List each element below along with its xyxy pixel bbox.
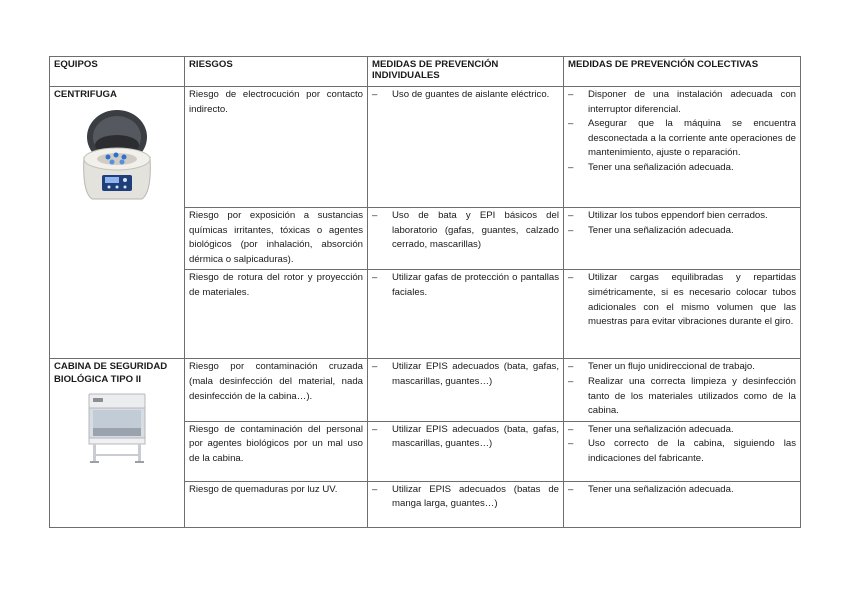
list-item: – Utilizar EPIS adecuados (bata, gafas, mascarillas, guantes…) xyxy=(372,360,559,389)
individual-measures-cell xyxy=(368,87,564,208)
collective-measures-cell xyxy=(564,270,801,359)
risk-cell: Riesgo de quemaduras por luz UV. xyxy=(185,481,368,527)
list-item: – Uso de guantes de aislante eléctrico. xyxy=(372,88,559,103)
list-item: – Utilizar EPIS adecuados (bata, gafas, mascarillas, guantes…) xyxy=(372,423,559,452)
list-item: – Tener una señalización adecuada. xyxy=(568,483,796,498)
list-item: – Utilizar gafas de protección o pantallas faciales. xyxy=(372,271,559,300)
collective-measures-cell xyxy=(564,87,801,208)
list-item: – Disponer de una instalación adecuada con interruptor diferencial. xyxy=(568,88,796,117)
table-row xyxy=(50,87,801,208)
list-item: – Utilizar EPIS adecuados (batas de manga larga, guantes…) xyxy=(372,483,559,512)
individual-measures-cell xyxy=(368,270,564,359)
header-equipos: EQUIPOS xyxy=(50,57,185,87)
header-riesgos: RIESGOS xyxy=(185,57,368,87)
risk-cell: Riesgo de contaminación del personal por agentes biológicos por un mal uso de la cabina. xyxy=(185,421,368,481)
list-item: – Utilizar cargas equilibradas y repartidas simétricamente, si es necesario colocar tubos adicionales con el mismo volumen que las muestras para evitar vibraciones durante el giro. xyxy=(568,271,796,329)
list-item: – Tener una señalización adecuada. xyxy=(568,423,796,438)
individual-measures-cell xyxy=(368,208,564,270)
list-item: – Tener una señalización adecuada. xyxy=(568,224,796,239)
collective-measures-cell xyxy=(564,208,801,270)
centrifuge-illustration xyxy=(72,107,162,207)
equipment-cell-cabina xyxy=(50,359,185,527)
header-row xyxy=(50,57,801,87)
equipment-name: CENTRIFUGA xyxy=(54,89,117,100)
collective-measures-cell xyxy=(564,421,801,481)
list-item: – Uso de bata y EPI básicos del laboratorio (gafas, guantes, calzado cerrado, mascarillas) xyxy=(372,209,559,253)
risk-cell: Riesgo de electrocución por contacto indirecto. xyxy=(185,87,368,208)
header-individuales xyxy=(368,57,564,87)
individual-measures-cell xyxy=(368,481,564,527)
list-item: – Tener una señalización adecuada. xyxy=(568,161,796,176)
biosafety-cabinet-illustration xyxy=(81,390,153,466)
risk-cell: Riesgo por contaminación cruzada (mala desinfección del material, nada desinfección de la cabina…). xyxy=(185,359,368,421)
equipment-name: CABINA DE SEGURIDAD BIOLÓGICA TIPO II xyxy=(54,361,168,386)
equipment-cell-centrifuga xyxy=(50,87,185,359)
list-item: – Utilizar los tubos eppendorf bien cerrados. xyxy=(568,209,796,224)
individual-measures-cell xyxy=(368,359,564,421)
list-item: – Uso correcto de la cabina, siguiendo las indicaciones del fabricante. xyxy=(568,437,796,466)
individual-measures-cell xyxy=(368,421,564,481)
list-item: – Tener un flujo unidireccional de trabajo. xyxy=(568,360,796,375)
list-item: – Realizar una correcta limpieza y desinfección tanto de los materiales utilizados como de la cabina. xyxy=(568,375,796,419)
table-row xyxy=(50,359,801,421)
collective-measures-cell xyxy=(564,359,801,421)
list-item: – Asegurar que la máquina se encuentra desconectada a la corriente ante operaciones de mantenimiento, ajuste o reparación. xyxy=(568,117,796,161)
header-individuales-label: MEDIDAS DE PREVENCIÓN INDIVIDUALES xyxy=(372,59,499,81)
risk-cell: Riesgo por exposición a sustancias químicas irritantes, tóxicas o agentes biológicos (por inhalación, absorción dérmica o salpicaduras). xyxy=(185,208,368,270)
risk-cell: Riesgo de rotura del rotor y proyección de materiales. xyxy=(185,270,368,359)
risk-table xyxy=(49,56,801,528)
collective-measures-cell xyxy=(564,481,801,527)
header-colectivas: MEDIDAS DE PREVENCIÓN COLECTIVAS xyxy=(564,57,801,87)
